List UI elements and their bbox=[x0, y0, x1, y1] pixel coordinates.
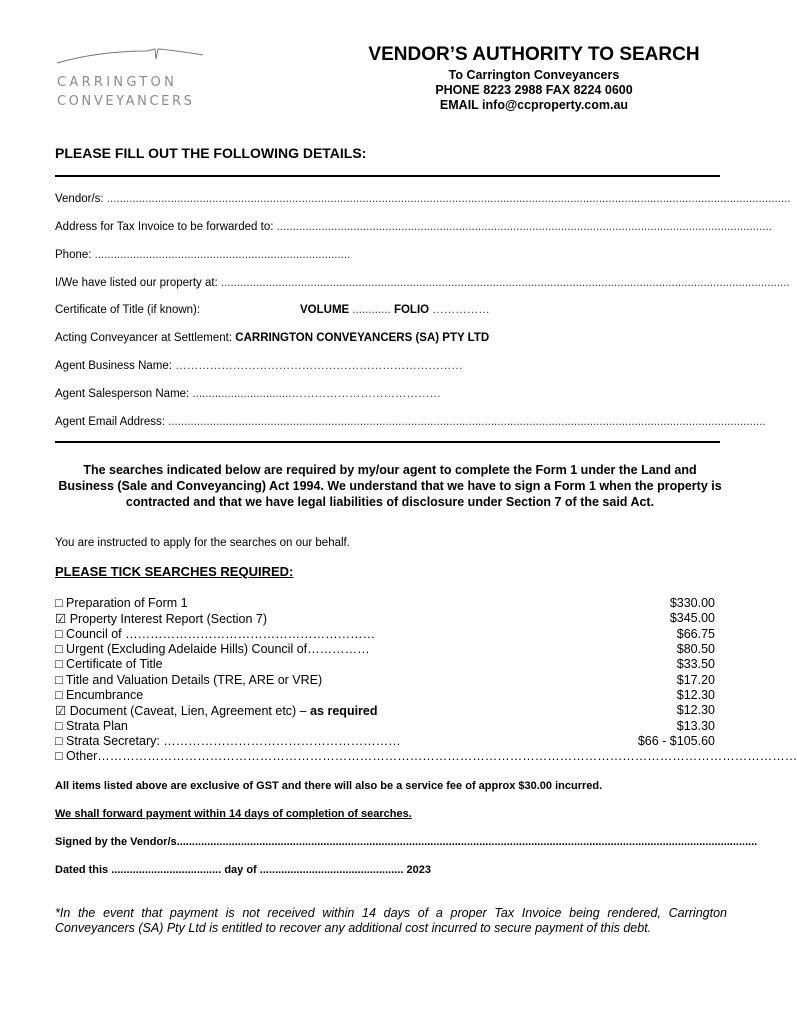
document-title: VENDOR’S AUTHORITY TO SEARCH bbox=[368, 44, 700, 65]
volume-label: VOLUME bbox=[300, 304, 350, 316]
search-row[interactable] bbox=[55, 703, 715, 718]
address-label: Address for Tax Invoice to be forwarded to: bbox=[55, 221, 274, 233]
tick-searches-heading: PLEASE TICK SEARCHES REQUIRED: bbox=[55, 564, 294, 579]
dated-middle: day of bbox=[224, 864, 257, 876]
search-row[interactable] bbox=[55, 749, 797, 764]
agent-email-label: Agent Email Address: bbox=[55, 416, 165, 428]
search-price: $12.30 bbox=[676, 688, 715, 702]
property-field[interactable]: I/We have listed our property at: .................................................................................................................................................................................. bbox=[55, 277, 790, 289]
search-label: Certificate of Title bbox=[66, 657, 163, 671]
logo-line2: CONVEYANCERS bbox=[57, 94, 195, 109]
acting-value: CARRINGTON CONVEYANCERS (SA) PTY LTD bbox=[235, 332, 490, 344]
search-label: Document (Caveat, Lien, Agreement etc) – bbox=[69, 704, 311, 718]
footer-disclaimer: *In the event that payment is not received within 14 days of a proper Tax Invoice being rendered, Carrington Conveyancers (SA) Pty Ltd is entitled to recover any additional cost incurred to secure payment of this debt. bbox=[55, 906, 727, 935]
dated-field[interactable]: Dated this .................................... day of ............................................... 2023 bbox=[55, 864, 431, 876]
checked-box-icon[interactable]: ☑ bbox=[55, 612, 67, 626]
checkbox-icon[interactable]: □ bbox=[55, 657, 63, 671]
search-label-emphasis: as required bbox=[310, 704, 378, 718]
search-label: Encumbrance bbox=[66, 688, 144, 702]
dated-year: 2023 bbox=[406, 864, 431, 876]
acting-label: Acting Conveyancer at Settlement: bbox=[55, 332, 233, 344]
search-price: $12.30 bbox=[676, 703, 715, 717]
checkbox-icon[interactable]: □ bbox=[55, 627, 63, 641]
checkbox-icon[interactable]: □ bbox=[55, 673, 63, 687]
vendors-field[interactable]: Vendor/s: ...................................................................................................................................................................................................................... bbox=[55, 193, 791, 205]
search-price: $80.50 bbox=[676, 642, 715, 656]
divider bbox=[55, 175, 720, 177]
checked-box-icon[interactable]: ☑ bbox=[55, 704, 67, 718]
search-price: $17.20 bbox=[676, 673, 715, 687]
agent-business-field[interactable]: Agent Business Name: ………………………………………………………………… bbox=[55, 360, 463, 372]
search-label: Urgent (Excluding Adelaide Hills) Council of…………… bbox=[66, 642, 370, 656]
search-row[interactable] bbox=[55, 673, 715, 688]
logo-line1: CARRINGTON bbox=[57, 75, 178, 90]
search-row[interactable] bbox=[55, 596, 715, 611]
checkbox-icon[interactable]: □ bbox=[55, 749, 63, 763]
search-price: $33.50 bbox=[676, 657, 715, 671]
agent-salesperson-label: Agent Salesperson Name: bbox=[55, 388, 190, 400]
folio-label: FOLIO bbox=[393, 304, 430, 316]
search-price: $66 - $105.60 bbox=[637, 734, 715, 748]
checkbox-icon[interactable]: □ bbox=[55, 719, 63, 733]
search-row[interactable] bbox=[55, 627, 715, 642]
agent-email-field[interactable]: Agent Email Address: ........................................................................................................................................................................................... bbox=[55, 416, 766, 428]
checkbox-icon[interactable]: □ bbox=[55, 688, 63, 702]
dated-prefix: Dated this bbox=[55, 864, 109, 876]
search-label: Property Interest Report (Section 7) bbox=[69, 612, 268, 626]
search-price: $345.00 bbox=[669, 611, 715, 625]
acting-conveyancer bbox=[55, 332, 720, 344]
search-price: $66.75 bbox=[676, 627, 715, 641]
search-label: Title and Valuation Details (TRE, ARE or VRE) bbox=[65, 673, 323, 687]
search-label: Strata Secretary: ………………………………………………… bbox=[66, 734, 401, 748]
agent-salesperson-field[interactable]: Agent Salesperson Name: ...............................………………………………… bbox=[55, 388, 442, 400]
search-price: $330.00 bbox=[669, 596, 715, 610]
search-label: Council of …………………………………………………… bbox=[66, 627, 376, 641]
search-row[interactable] bbox=[55, 734, 715, 749]
search-row[interactable] bbox=[55, 688, 715, 703]
search-label: Strata Plan bbox=[66, 719, 128, 733]
payment-note: We shall forward payment within 14 days of completion of searches. bbox=[55, 808, 412, 820]
gst-note: All items listed above are exclusive of GST and there will also be a service fee of approx $30.00 incurred. bbox=[55, 780, 603, 792]
checkbox-icon[interactable]: □ bbox=[55, 642, 63, 656]
addressee: To Carrington Conveyancers bbox=[448, 68, 620, 82]
phone-field[interactable]: Phone: ................................................................................ bbox=[55, 249, 351, 261]
checkbox-icon[interactable]: □ bbox=[55, 596, 63, 610]
agent-business-label: Agent Business Name: bbox=[55, 360, 172, 372]
search-label: Preparation of Form 1 bbox=[66, 596, 188, 610]
search-row[interactable] bbox=[55, 611, 715, 626]
divider bbox=[55, 441, 720, 443]
phone-label: Phone: bbox=[55, 249, 92, 261]
phone-fax: PHONE 8223 2988 FAX 8224 0600 bbox=[435, 83, 633, 97]
signed-label: Signed by the Vendor/s bbox=[55, 836, 177, 848]
company-logo bbox=[55, 45, 205, 115]
checkbox-icon[interactable]: □ bbox=[55, 734, 63, 748]
logo-mountain-graphic bbox=[55, 45, 205, 75]
search-row[interactable] bbox=[55, 719, 715, 734]
signature-field[interactable]: Signed by the Vendor/s.............................................................................................................................................................................................. bbox=[55, 836, 758, 848]
disclosure-statement: The searches indicated below are required by my/our agent to complete the Form 1 under the Land and Business (Sale and Conveyancing) Act 1994. We understand that we have to sign a Form 1 when the property is contracted and that we have legal liabilities of disclosure under Section 7 of the said Act. bbox=[58, 463, 722, 509]
search-row[interactable] bbox=[55, 657, 715, 672]
search-label: Other…………………………………………………………………………………………………………………………………………………… bbox=[66, 749, 797, 763]
vendors-label: Vendor/s: bbox=[55, 193, 104, 205]
instruction-text: You are instructed to apply for the searches on our behalf. bbox=[55, 537, 350, 549]
property-label: I/We have listed our property at: bbox=[55, 277, 218, 289]
search-row[interactable] bbox=[55, 642, 715, 657]
search-price: $13.30 bbox=[676, 719, 715, 733]
email: EMAIL info@ccproperty.com.au bbox=[439, 98, 629, 112]
certificate-label: Certificate of Title (if known): bbox=[55, 304, 201, 316]
details-heading: PLEASE FILL OUT THE FOLLOWING DETAILS: bbox=[55, 145, 367, 161]
address-field[interactable]: Address for Tax Invoice to be forwarded to: ........................................................................................................................................................... bbox=[55, 221, 772, 233]
certificate-field[interactable]: Certificate of Title (if known): VOLUME ............ FOLIO …………… bbox=[55, 304, 490, 316]
